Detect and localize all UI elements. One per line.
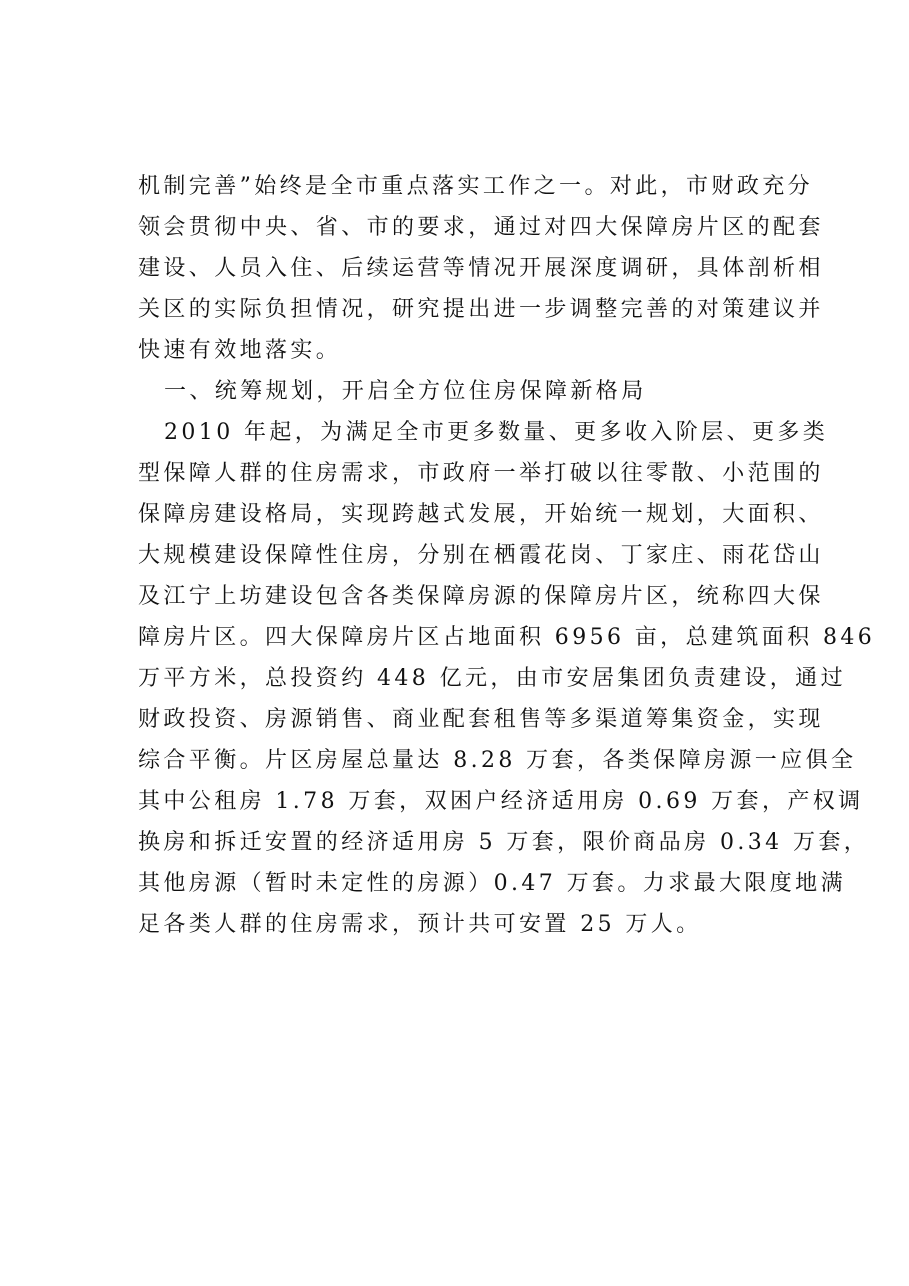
paragraph-line: 综合平衡。片区房屋总量达 8.28 万套，各类保障房源一应俱全 — [138, 748, 857, 773]
paragraph-line: 大规模建设保障性住房，分别在栖霞花岗、丁家庄、雨花岱山 — [138, 543, 824, 568]
paragraph-line: 快速有效地落实。 — [138, 338, 342, 363]
paragraph-line: 建设、人员入住、后续运营等情况开展深度调研，具体剖析相 — [138, 256, 824, 281]
paragraph-line: 财政投资、房源销售、商业配套租售等多渠道筹集资金，实现 — [138, 707, 824, 732]
paragraph-line: 型保障人群的住房需求，市政府一举打破以往零散、小范围的 — [138, 461, 824, 486]
paragraph-line: 及江宁上坊建设包含各类保障房源的保障房片区，统称四大保 — [138, 584, 824, 609]
section-heading: 一、统筹规划，开启全方位住房保障新格局 — [164, 379, 647, 404]
paragraph-line: 其他房源（暂时未定性的房源）0.47 万套。力求最大限度地满 — [138, 871, 846, 896]
paragraph-line: 机制完善”始终是全市重点落实工作之一。对此，市财政充分 — [138, 174, 814, 199]
paragraph-line: 障房片区。四大保障房片区占地面积 6956 亩，总建筑面积 846 — [138, 625, 876, 650]
paragraph-line: 保障房建设格局，实现跨越式发展，开始统一规划，大面积、 — [138, 502, 824, 527]
document-body — [138, 167, 876, 946]
paragraph-line: 2010 年起，为满足全市更多数量、更多收入阶层、更多类 — [164, 420, 829, 445]
paragraph-line: 关区的实际负担情况，研究提出进一步调整完善的对策建议并 — [138, 297, 824, 322]
paragraph-line: 其中公租房 1.78 万套，双困户经济适用房 0.69 万套，产权调 — [138, 789, 864, 814]
paragraph-line: 换房和拆迁安置的经济适用房 5 万套，限价商品房 0.34 万套， — [138, 830, 870, 855]
paragraph-line: 足各类人群的住房需求，预计共可安置 25 万人。 — [138, 912, 702, 937]
paragraph-line: 领会贯彻中央、省、市的要求，通过对四大保障房片区的配套 — [138, 215, 824, 240]
paragraph-line: 万平方米，总投资约 448 亿元，由市安居集团负责建设，通过 — [138, 666, 846, 691]
